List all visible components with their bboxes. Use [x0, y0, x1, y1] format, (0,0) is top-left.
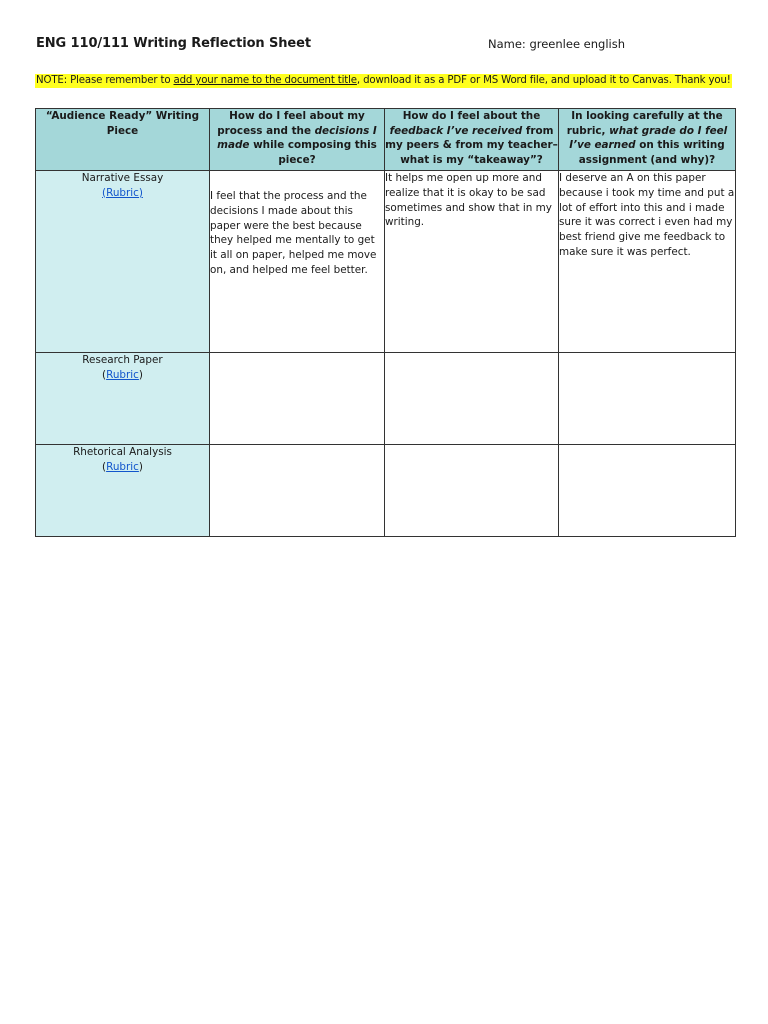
table-header-row	[36, 109, 736, 171]
note-suffix: , download it as a PDF or MS Word file, and upload it to Canvas. Thank you!	[356, 75, 731, 86]
rubric-link-research-paper[interactable]: Rubric	[106, 368, 139, 381]
header-process-emphasis: decisions I made	[217, 124, 377, 152]
feedback-response-rhetorical-analysis[interactable]	[385, 445, 559, 537]
header-feedback-emphasis: feedback I’ve received	[389, 124, 523, 137]
grade-response-rhetorical-analysis[interactable]	[559, 445, 736, 537]
header-process-text-a: How do I feel about my process and the	[217, 110, 365, 137]
rubric-paren-open: (	[102, 460, 107, 473]
rubric-link-rhetorical-analysis[interactable]: Rubric	[106, 460, 139, 473]
grade-response-narrative-essay[interactable]: I deserve an A on this paper because i took my time and put a lot of effort into this and i made sure it was correct i even had my best friend give me feedback to make sure it was perfect.	[559, 171, 736, 353]
header-writing-piece: “Audience Ready” Writing Piece	[36, 109, 210, 171]
header-process-text-b: while composing this piece?	[249, 139, 377, 166]
header-grade-text-b: on this writing assignment (and why)?	[578, 139, 725, 166]
feedback-response-narrative-essay[interactable]: It helps me open up more and realize that it is okay to be sad sometimes and show that in my writing.	[385, 171, 559, 353]
document-title: ENG 110/111 Writing Reflection Sheet	[36, 36, 311, 51]
rubric-paren-close: )	[138, 368, 143, 381]
row-label-text: Narrative Essay	[81, 172, 164, 184]
rubric-link-wrapper	[36, 460, 209, 475]
process-response-narrative-essay[interactable]: I feel that the process and the decisions I made about this paper were the best because they helped me mentally to get it all on paper, helped me move on, and helped me feel better.	[210, 171, 385, 353]
header-grade	[559, 109, 736, 171]
reflection-table	[35, 108, 736, 537]
rubric-link-wrapper	[36, 368, 209, 383]
rubric-paren-close: )	[138, 460, 143, 473]
process-response-rhetorical-analysis[interactable]	[210, 445, 385, 537]
row-label-narrative-essay	[36, 171, 210, 353]
process-response-research-paper[interactable]	[210, 353, 385, 445]
document-header	[36, 36, 732, 54]
row-label-research-paper	[36, 353, 210, 445]
rubric-paren-open: (	[102, 368, 107, 381]
header-feedback	[385, 109, 559, 171]
header-grade-emphasis: what grade do I feel I’ve earned	[569, 124, 728, 152]
header-feedback-text-a: How do I feel about the	[402, 110, 541, 122]
header-process	[210, 109, 385, 171]
row-label-rhetorical-analysis	[36, 445, 210, 537]
header-feedback-text-b: from my peers & from my teacher–what is my “takeaway”?	[385, 124, 558, 166]
student-name: Name: greenlee english	[488, 37, 626, 51]
table-row-research-paper	[36, 353, 736, 445]
note-underlined-text: add your name to the document title	[173, 75, 357, 86]
table-row-narrative-essay	[36, 171, 736, 353]
row-label-text: Rhetorical Analysis	[73, 446, 172, 458]
feedback-response-research-paper[interactable]	[385, 353, 559, 445]
rubric-link-wrapper	[36, 186, 209, 201]
table-row-rhetorical-analysis	[36, 445, 736, 537]
rubric-link-narrative-essay[interactable]: (Rubric)	[102, 186, 143, 199]
instruction-note	[35, 74, 732, 88]
grade-response-research-paper[interactable]	[559, 353, 736, 445]
row-label-text: Research Paper	[82, 354, 163, 366]
header-grade-text-a: In looking carefully at the rubric,	[566, 110, 723, 137]
note-prefix: NOTE: Please remember to	[36, 75, 174, 86]
